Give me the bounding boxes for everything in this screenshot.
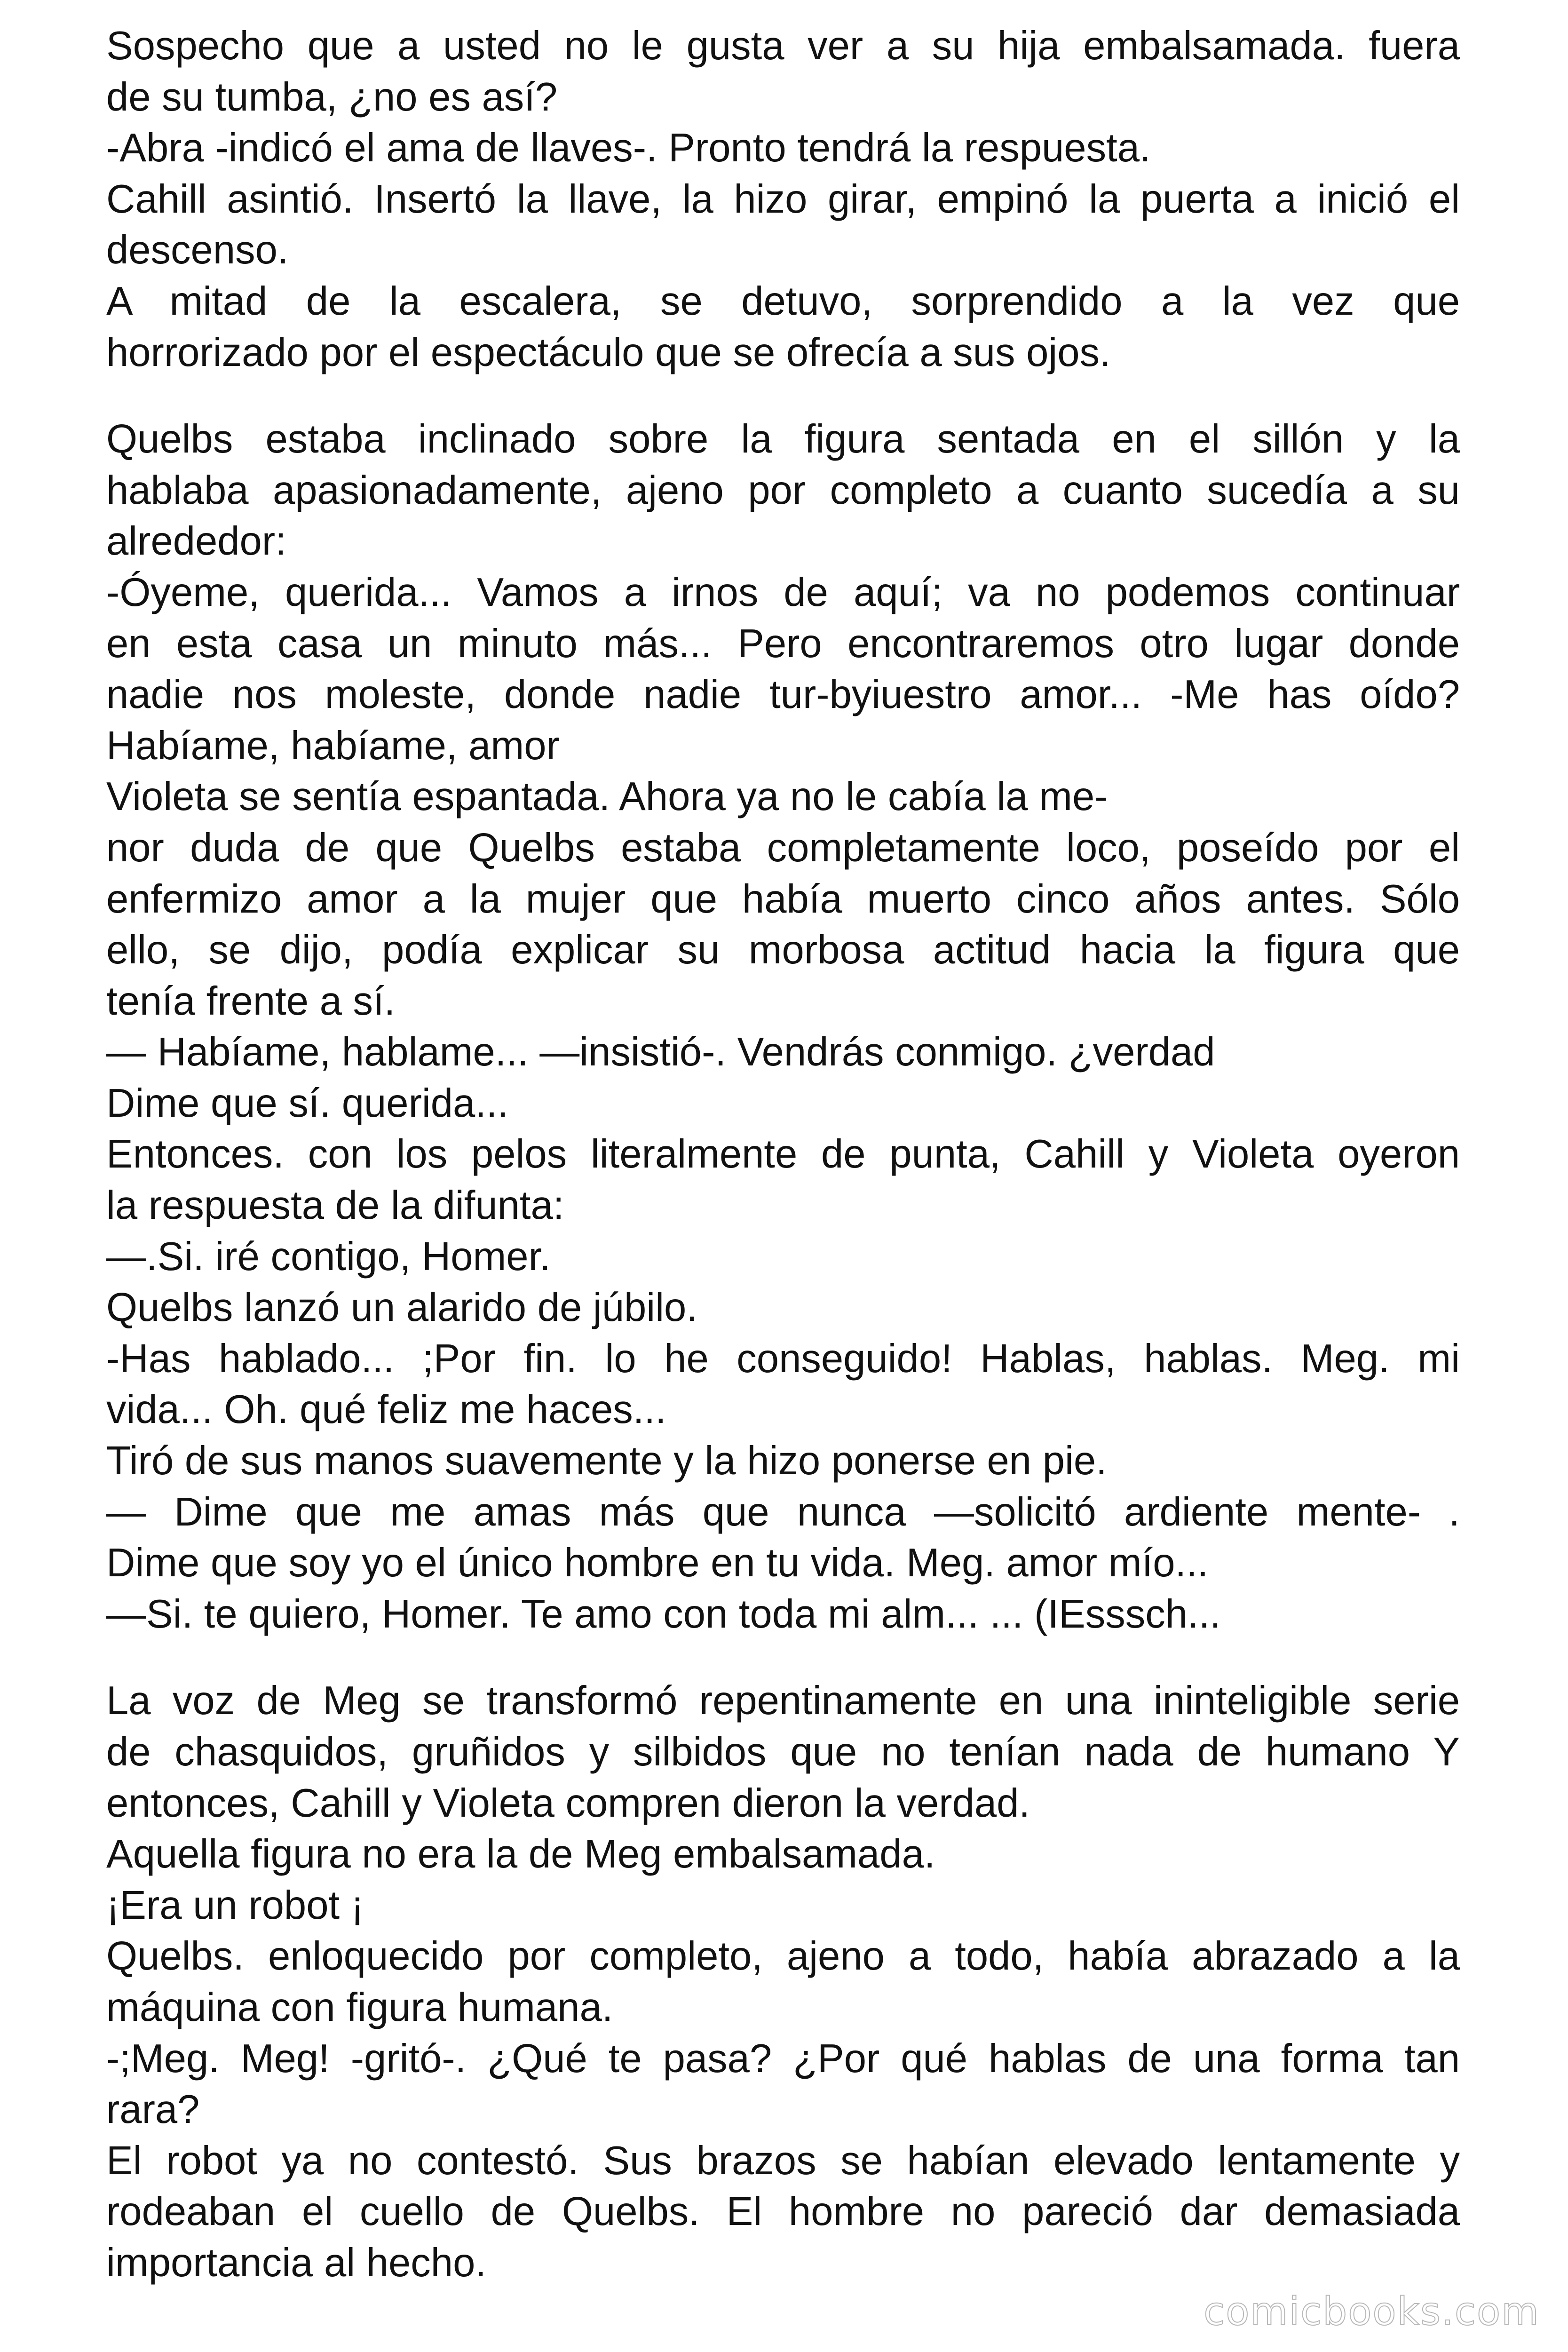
text-line: —Si. te quiero, Homer. Te amo con toda mi alm... ... (IEsssch... bbox=[106, 1591, 1221, 1637]
text-line: El robot ya no contestó. Sus brazos se habían elevado lentamente y bbox=[106, 2138, 1460, 2183]
text-line: Quelbs. enloquecido por completo, ajeno a todo, había abrazado a la bbox=[106, 1934, 1460, 1979]
text-line: Quelbs estaba inclinado sobre la figura sentada en el sillón y la bbox=[106, 417, 1460, 462]
text-line: A mitad de la escalera, se detuvo, sorprendido a la vez que bbox=[106, 278, 1460, 324]
text-line: en esta casa un minuto más... Pero encontraremos otro lugar donde bbox=[106, 621, 1460, 666]
text-line: Tiró de sus manos suavemente y la hizo ponerse en pie. bbox=[106, 1438, 1107, 1484]
text-line: hablaba apasionadamente, ajeno por completo a cuanto sucedía a su bbox=[106, 468, 1460, 513]
text-line: Aquella figura no era la de Meg embalsamada. bbox=[106, 1832, 935, 1877]
text-line: Entonces. con los pelos literalmente de punta, Cahill y Violeta oyeron bbox=[106, 1132, 1460, 1177]
text-line: Sospecho que a usted no le gusta ver a su hija embalsamada. fuera bbox=[106, 24, 1460, 68]
text-line: rodeaban el cuello de Quelbs. El hombre no pareció dar demasiada bbox=[106, 2189, 1460, 2234]
text-line: Dime que sí. querida... bbox=[106, 1081, 509, 1126]
paragraph-block-2 bbox=[106, 414, 1460, 1640]
paragraph-gap bbox=[106, 1640, 1460, 1676]
text-line: — Dime que me amas más que nunca —solicitó ardiente mente- . bbox=[106, 1489, 1460, 1534]
text-line: de chasquidos, gruñidos y silbidos que no tenían nada de humano Y bbox=[106, 1730, 1460, 1774]
text-line: Violeta se sentía espantada. Ahora ya no le cabía la me- bbox=[106, 774, 1108, 819]
text-line: Quelbs lanzó un alarido de júbilo. bbox=[106, 1285, 697, 1330]
text-line: ¡Era un robot ¡ bbox=[106, 1883, 364, 1928]
text-line: —.Si. iré contigo, Homer. bbox=[106, 1234, 551, 1279]
paragraph-gap bbox=[106, 378, 1460, 414]
text-line: -Abra -indicó el ama de llaves-. Pronto tendrá la respuesta. bbox=[106, 126, 1151, 171]
text-line: -;Meg. Meg! -gritó-. ¿Qué te pasa? ¿Por qué hablas de una forma tan bbox=[106, 2036, 1460, 2081]
text-line: horrorizado por el espectáculo que se ofrecía a sus ojos. bbox=[106, 330, 1111, 375]
text-line: tenía frente a sí. bbox=[106, 978, 396, 1024]
text-line: de su tumba, ¿no es así? bbox=[106, 74, 558, 119]
text-line: descenso. bbox=[106, 228, 289, 273]
text-line: rara? bbox=[106, 2087, 200, 2132]
text-line: entonces, Cahill y Violeta compren dieron la verdad. bbox=[106, 1780, 1030, 1826]
text-line: -Has hablado... ;Por fin. lo he conseguido! Hablas, hablas. Meg. mi bbox=[106, 1336, 1460, 1381]
text-line: nadie nos moleste, donde nadie tur-byiuestro amor... -Me has oído? bbox=[106, 672, 1460, 717]
watermark: comicbooks.com bbox=[1204, 2289, 1540, 2334]
text-line: máquina con figura humana. bbox=[106, 1985, 613, 2030]
text-line: la respuesta de la difunta: bbox=[106, 1183, 564, 1228]
text-line: alrededor: bbox=[106, 519, 286, 564]
text-line: Dime que soy yo el único hombre en tu vida. Meg. amor mío... bbox=[106, 1541, 1209, 1586]
text-line: ello, se dijo, podía explicar su morbosa actitud hacia la figura que bbox=[106, 928, 1460, 973]
text-line: — Habíame, hablame... —insistió-. Vendrás conmigo. ¿verdad bbox=[106, 1030, 1215, 1075]
text-line: vida... Oh. qué feliz me haces... bbox=[106, 1387, 666, 1432]
paragraph-block-1 bbox=[106, 21, 1460, 378]
text-line: La voz de Meg se transformó repentinamente en una ininteligible serie bbox=[106, 1678, 1460, 1724]
text-line: -Óyeme, querida... Vamos a irnos de aquí; va no podemos continuar bbox=[106, 570, 1460, 615]
text-line: Habíame, habíame, amor bbox=[106, 723, 560, 768]
text-line: enfermizo amor a la mujer que había muerto cinco años antes. Sólo bbox=[106, 876, 1460, 922]
document-page bbox=[106, 21, 1460, 2289]
text-line: Cahill asintió. Insertó la llave, la hizo girar, empinó la puerta a inició el bbox=[106, 176, 1460, 222]
paragraph-block-3 bbox=[106, 1676, 1460, 2288]
text-line: importancia al hecho. bbox=[106, 2240, 486, 2285]
text-line: nor duda de que Quelbs estaba completamente loco, poseído por el bbox=[106, 825, 1460, 870]
